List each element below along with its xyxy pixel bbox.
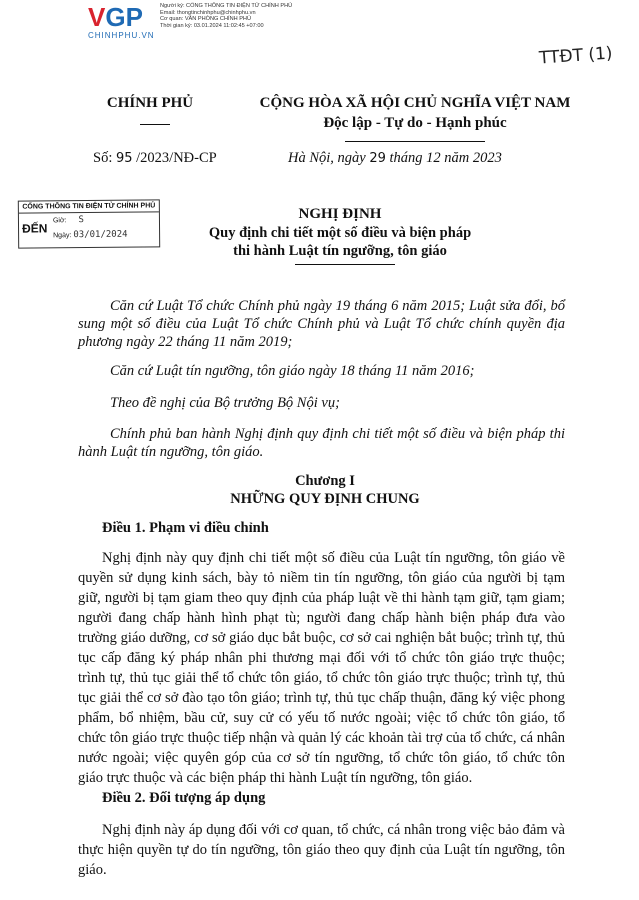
preamble-decree: Chính phủ ban hành Nghị định quy định chi tiết một số điều và biện pháp thi hành Luật tín ngưỡng, tôn giáo. — [78, 426, 565, 460]
number-prefix: Số: — [93, 150, 113, 166]
chapter-title: NHỮNG QUY ĐỊNH CHUNG — [230, 491, 420, 507]
document-type: NGHỊ ĐỊNH — [298, 206, 382, 222]
date-prefix: Hà Nội, ngày — [288, 150, 366, 166]
signature-time: Thời gian ký: 03.01.2024 11:02:45 +07:00 — [160, 22, 264, 29]
document-date — [288, 150, 502, 167]
article-2-heading: Điều 2. Đối tượng áp dụng — [102, 790, 266, 806]
article-2-text: Nghị định này áp dụng đối với cơ quan, tổ chức, cá nhân trong việc bảo đảm và thực hiện quyền tự do tín ngưỡng, tôn giáo theo quy định của Luật tín ngưỡng, tôn giáo. — [78, 822, 565, 878]
signature-org: Cơ quan: VĂN PHÒNG CHÍNH PHỦ — [160, 16, 252, 23]
chapter-number: Chương I — [295, 473, 355, 489]
document-subject-line1: Quy định chi tiết một số điều và biện pháp — [208, 225, 472, 241]
preamble-basis-1: Căn cứ Luật Tổ chức Chính phủ ngày 19 tháng 6 năm 2015; Luật sửa đổi, bổ sung một số điều của Luật Tổ chức Chính phủ và Luật Tổ chức chính quyền địa phương ngày 22 tháng 11 năm 2019; — [78, 298, 565, 350]
national-title: CỘNG HÒA XÃ HỘI CHỦ NGHĨA VIỆT NAM — [259, 95, 571, 111]
document-subject-line2: thi hành Luật tín ngưỡng, tôn giáo — [233, 243, 447, 259]
title-underline — [295, 264, 395, 265]
received-stamp — [18, 199, 160, 248]
number-suffix: /2023/NĐ-CP — [136, 150, 217, 166]
logo-word: VGP — [88, 2, 143, 32]
date-suffix: tháng 12 năm 2023 — [389, 150, 502, 166]
stamp-date: Ngày: 03/01/2024 — [53, 229, 128, 241]
handwritten-mark: TTĐT (1) — [538, 43, 614, 69]
article-1-text: Nghị định này quy định chi tiết một số điều của Luật tín ngưỡng, tôn giáo về quyền sử dụng kinh sách, bày tỏ niềm tin tín ngưỡng, tôn giáo của người bị tạm giữ, người bị tạm giam theo quy định của pháp luật về thi hành tạm giữ, tạm giam; người đang chấp hành hình phạt tù; người đang chấp hành biện pháp đưa vào trường giáo dưỡng, cơ sở giáo dục bắt buộc, cơ sở cai nghiện bắt buộc; trình tự, thủ tục cấp đăng ký pháp nhân phi thương mại đối với tổ chức tôn giáo trực thuộc; trình tự, thủ tục giải thể tổ chức tôn giáo, tổ chức tôn giáo trực thuộc; trình tự, thủ tục giải thể cơ sở đào tạo tôn giáo; trình tự, thủ tục chấp thuận, đăng ký việc phong phẩm, bổ nhiệm, bầu cử, suy cử có yếu tố nước ngoài; việc tổ chức tôn giáo, tổ chức tôn giáo trực thuộc tiếp nhận và quản lý các khoản tài trợ của tổ chức, cá nhân nước ngoài; việc quyên góp của cơ sở tín ngưỡng, tổ chức tôn giáo, tổ chức tôn giáo trực thuộc và các biện pháp thi hành Luật tín ngưỡng, tôn giáo. — [78, 550, 565, 786]
article-1-heading: Điều 1. Phạm vi điều chỉnh — [102, 520, 269, 536]
preamble-proposal: Theo đề nghị của Bộ trưởng Bộ Nội vụ; — [110, 395, 340, 411]
logo-subtitle: CHINHPHU.VN — [88, 31, 155, 40]
issuing-agency: CHÍNH PHỦ — [106, 95, 194, 111]
stamp-title: CỔNG THÔNG TIN ĐIỆN TỬ CHÍNH PHỦ — [19, 200, 159, 213]
number-value: 95 — [115, 151, 133, 166]
vgp-logo — [88, 4, 162, 38]
stamp-den: ĐẾN — [21, 221, 48, 236]
signature-signer: Người ký: CỔNG THÔNG TIN ĐIỆN TỬ CHÍNH PHỦ — [160, 3, 293, 9]
motto-underline — [345, 141, 485, 142]
national-motto: Độc lập - Tự do - Hạnh phúc — [323, 115, 507, 131]
date-day: 29 — [369, 151, 386, 166]
digital-signature — [160, 3, 320, 29]
document-number — [93, 150, 217, 167]
stamp-hour: Giờ: S — [52, 215, 84, 226]
agency-underline — [140, 124, 170, 125]
preamble-basis-2: Căn cứ Luật tín ngưỡng, tôn giáo ngày 18 tháng 11 năm 2016; — [110, 363, 475, 379]
signature-email: Email: thongtinchinhphu@chinhphu.vn — [160, 9, 256, 16]
